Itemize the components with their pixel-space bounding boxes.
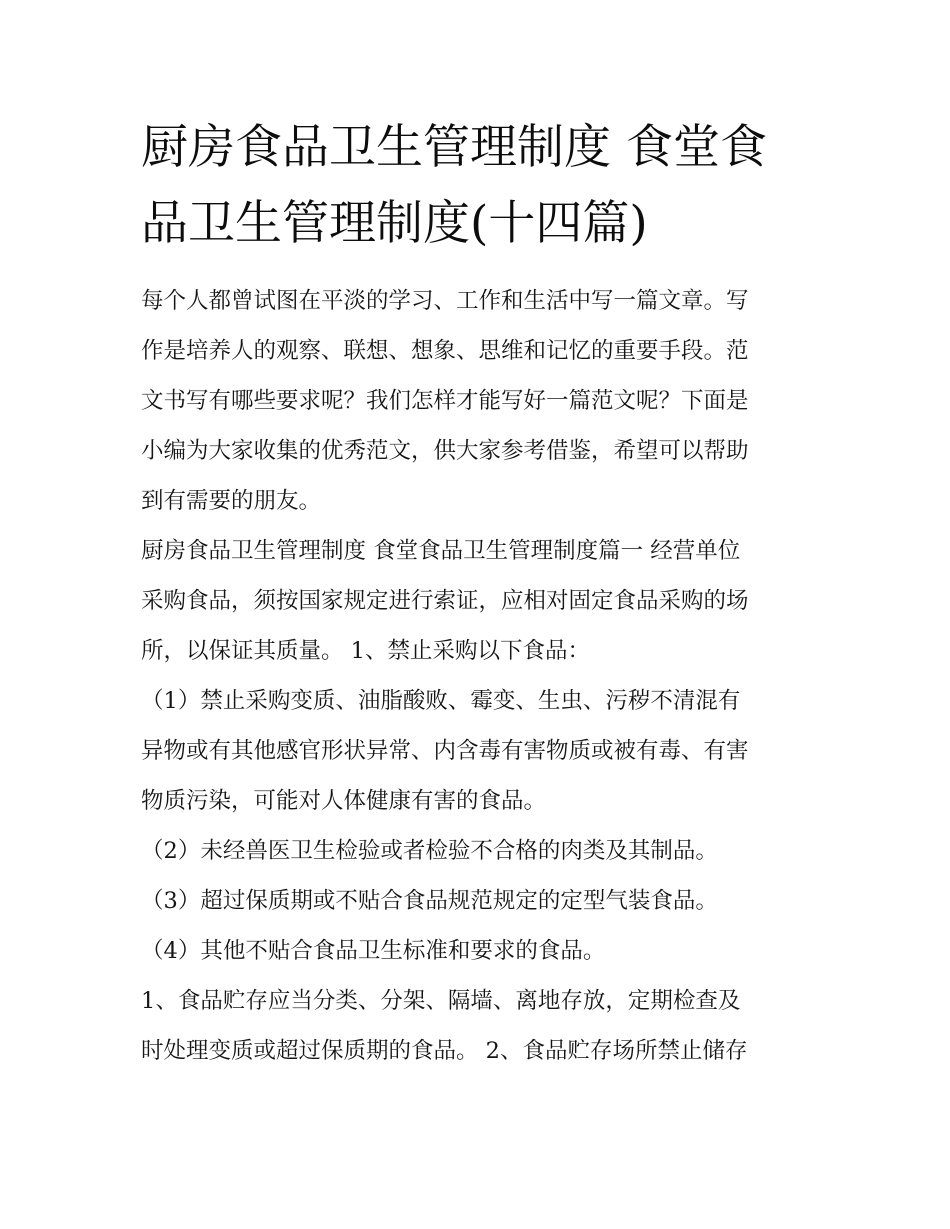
- paragraph-line: 厨房食品卫生管理制度 食堂食品卫生管理制度篇一 经营单位: [141, 538, 741, 564]
- paragraph-line: 文书写有哪些要求呢？我们怎样才能写好一篇范文呢？下面是: [141, 388, 749, 414]
- document-title-line-2: 品卫生管理制度(十四篇): [141, 196, 648, 251]
- paragraph-line: 作是培养人的观察、联想、想象、思维和记忆的重要手段。范: [141, 338, 749, 364]
- list-item: （3）超过保质期或不贴合食品规范规定的定型气装食品。: [141, 888, 718, 914]
- paragraph-line: 小编为大家收集的优秀范文，供大家参考借鉴，希望可以帮助: [141, 438, 749, 464]
- document-title-line-1: 厨房食品卫生管理制度 食堂食: [141, 120, 767, 175]
- paragraph-line: 到有需要的朋友。: [141, 488, 322, 514]
- paragraph-line: 时处理变质或超过保质期的食品。 2、食品贮存场所禁止储存: [141, 1038, 748, 1064]
- paragraph-line: 异物或有其他感官形状异常、内含毒有害物质或被有毒、有害: [141, 738, 749, 764]
- list-item: （2）未经兽医卫生检验或者检验不合格的肉类及其制品。: [141, 838, 718, 864]
- paragraph-line: 每个人都曾试图在平淡的学习、工作和生活中写一篇文章。写: [141, 288, 749, 314]
- list-item: （4）其他不贴合食品卫生标准和要求的食品。: [141, 938, 606, 964]
- list-item: （1）禁止采购变质、油脂酸败、霉变、生虫、污秽不清混有: [141, 688, 741, 714]
- paragraph-line: 所，以保证其质量。 1、禁止采购以下食品：: [141, 638, 590, 664]
- paragraph-line: 物质污染，可能对人体健康有害的食品。: [141, 788, 547, 814]
- paragraph-line: 采购食品，须按国家规定进行索证，应相对固定食品采购的场: [141, 588, 749, 614]
- paragraph-line: 1、食品贮存应当分类、分架、隔墙、离地存放，定期检查及: [141, 988, 741, 1014]
